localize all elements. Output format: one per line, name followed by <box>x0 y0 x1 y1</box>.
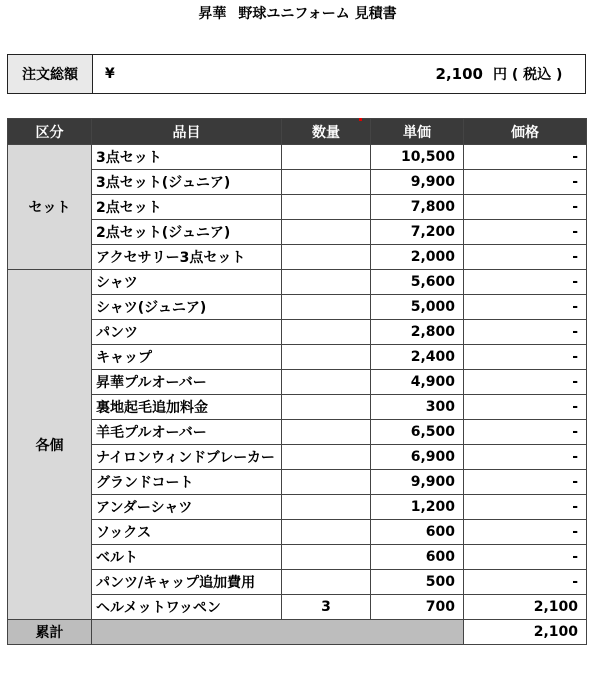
item-cell[interactable]: シャツ(ジュニア) <box>92 295 282 320</box>
quantity-cell[interactable] <box>282 570 371 595</box>
table-row <box>8 245 587 270</box>
unit-price-cell[interactable]: 5,000 <box>371 295 464 320</box>
item-cell[interactable]: ヘルメットワッペン <box>92 595 282 620</box>
price-cell[interactable]: 2,100 <box>464 595 587 620</box>
unit-price-cell[interactable]: 4,900 <box>371 370 464 395</box>
table-row <box>8 520 587 545</box>
item-cell[interactable]: ソックス <box>92 520 282 545</box>
table-row <box>8 495 587 520</box>
comment-indicator-icon[interactable] <box>359 118 362 121</box>
price-cell[interactable]: - <box>464 320 587 345</box>
quote-table <box>7 118 587 645</box>
price-cell[interactable]: - <box>464 170 587 195</box>
quantity-cell[interactable] <box>282 420 371 445</box>
header-row <box>8 119 587 145</box>
unit-price-cell[interactable]: 2,000 <box>371 245 464 270</box>
price-cell[interactable]: - <box>464 495 587 520</box>
table-row <box>8 220 587 245</box>
price-cell[interactable]: - <box>464 195 587 220</box>
price-cell[interactable]: - <box>464 545 587 570</box>
unit-price-cell[interactable]: 10,500 <box>371 145 464 170</box>
item-cell[interactable]: 羊毛プルオーバー <box>92 420 282 445</box>
quantity-cell[interactable] <box>282 495 371 520</box>
quantity-cell[interactable] <box>282 320 371 345</box>
quote-table-body <box>8 145 587 645</box>
item-cell[interactable]: ベルト <box>92 545 282 570</box>
quantity-cell[interactable] <box>282 295 371 320</box>
table-row <box>8 345 587 370</box>
table-row <box>8 170 587 195</box>
table-row <box>8 370 587 395</box>
title-document: 野球ユニフォーム 見積書 <box>238 6 397 22</box>
table-row <box>8 470 587 495</box>
header-category[interactable]: 区分 <box>8 119 92 145</box>
table-row <box>8 395 587 420</box>
order-total-suffix[interactable]: 円 ( 税込 ) <box>493 67 563 83</box>
quantity-cell[interactable] <box>282 245 371 270</box>
header-quantity[interactable]: 数量 <box>282 119 371 145</box>
quantity-cell[interactable] <box>282 395 371 420</box>
price-cell[interactable]: - <box>464 295 587 320</box>
item-cell[interactable]: アンダーシャツ <box>92 495 282 520</box>
item-cell[interactable]: 2点セット <box>92 195 282 220</box>
unit-price-cell[interactable]: 9,900 <box>371 170 464 195</box>
item-cell[interactable]: 裏地起毛追加料金 <box>92 395 282 420</box>
item-cell[interactable]: 昇華プルオーバー <box>92 370 282 395</box>
price-cell[interactable]: - <box>464 445 587 470</box>
item-cell[interactable]: パンツ <box>92 320 282 345</box>
price-cell[interactable]: - <box>464 420 587 445</box>
item-cell[interactable]: アクセサリー3点セット <box>92 245 282 270</box>
summary-row <box>8 620 587 645</box>
quantity-cell[interactable] <box>282 445 371 470</box>
price-cell[interactable]: - <box>464 470 587 495</box>
unit-price-cell[interactable]: 300 <box>371 395 464 420</box>
price-cell[interactable]: - <box>464 245 587 270</box>
header-price[interactable]: 価格 <box>464 119 587 145</box>
quantity-cell[interactable]: 3 <box>282 595 371 620</box>
order-total-label[interactable]: 注文総額 <box>8 55 93 93</box>
price-cell[interactable]: - <box>464 520 587 545</box>
unit-price-cell[interactable]: 700 <box>371 595 464 620</box>
price-cell[interactable]: - <box>464 145 587 170</box>
price-cell[interactable]: - <box>464 345 587 370</box>
quantity-cell[interactable] <box>282 170 371 195</box>
quantity-cell[interactable] <box>282 370 371 395</box>
sheet-title <box>0 4 595 24</box>
category-cell[interactable]: セット <box>8 145 92 270</box>
unit-price-cell[interactable]: 7,800 <box>371 195 464 220</box>
item-cell[interactable]: キャップ <box>92 345 282 370</box>
table-row <box>8 195 587 220</box>
item-cell[interactable]: グランドコート <box>92 470 282 495</box>
quantity-cell[interactable] <box>282 545 371 570</box>
item-cell[interactable]: シャツ <box>92 270 282 295</box>
unit-price-cell[interactable]: 1,200 <box>371 495 464 520</box>
table-row <box>8 570 587 595</box>
price-cell[interactable]: - <box>464 370 587 395</box>
title-school: 昇華 <box>198 6 227 22</box>
quantity-cell[interactable] <box>282 520 371 545</box>
order-total-amount[interactable]: 2,100 <box>435 65 483 83</box>
unit-price-cell[interactable]: 600 <box>371 545 464 570</box>
item-cell[interactable]: 2点セット(ジュニア) <box>92 220 282 245</box>
header-item[interactable]: 品目 <box>92 119 282 145</box>
quantity-cell[interactable] <box>282 345 371 370</box>
quantity-cell[interactable] <box>282 270 371 295</box>
table-row <box>8 295 587 320</box>
unit-price-cell[interactable]: 6,900 <box>371 445 464 470</box>
unit-price-cell[interactable]: 600 <box>371 520 464 545</box>
table-row <box>8 320 587 345</box>
unit-price-cell[interactable]: 7,200 <box>371 220 464 245</box>
price-cell[interactable]: - <box>464 220 587 245</box>
table-row <box>8 145 587 170</box>
table-row <box>8 545 587 570</box>
quantity-cell[interactable] <box>282 195 371 220</box>
summary-total-value[interactable]: 2,100 <box>464 620 587 645</box>
order-total-row <box>7 54 586 94</box>
quantity-cell[interactable] <box>282 145 371 170</box>
unit-price-cell[interactable]: 9,900 <box>371 470 464 495</box>
table-row <box>8 420 587 445</box>
price-cell[interactable]: - <box>464 570 587 595</box>
table-row <box>8 270 587 295</box>
unit-price-cell[interactable]: 500 <box>371 570 464 595</box>
table-row <box>8 595 587 620</box>
unit-price-cell[interactable]: 2,400 <box>371 345 464 370</box>
item-cell[interactable]: 3点セット <box>92 145 282 170</box>
unit-price-cell[interactable]: 2,800 <box>371 320 464 345</box>
item-cell[interactable]: パンツ/キャップ追加費用 <box>92 570 282 595</box>
unit-price-cell[interactable]: 6,500 <box>371 420 464 445</box>
currency-symbol[interactable]: ¥ <box>105 66 115 82</box>
table-row <box>8 445 587 470</box>
item-cell[interactable]: 3点セット(ジュニア) <box>92 170 282 195</box>
item-cell[interactable]: ナイロンウィンドブレーカー <box>92 445 282 470</box>
price-cell[interactable]: - <box>464 395 587 420</box>
unit-price-cell[interactable]: 5,600 <box>371 270 464 295</box>
quantity-cell[interactable] <box>282 220 371 245</box>
summary-blank-cell[interactable] <box>92 620 464 645</box>
summary-label[interactable]: 累計 <box>8 620 92 645</box>
price-cell[interactable]: - <box>464 270 587 295</box>
header-unit-price[interactable]: 単価 <box>371 119 464 145</box>
category-cell[interactable]: 各個 <box>8 270 92 620</box>
quantity-cell[interactable] <box>282 470 371 495</box>
